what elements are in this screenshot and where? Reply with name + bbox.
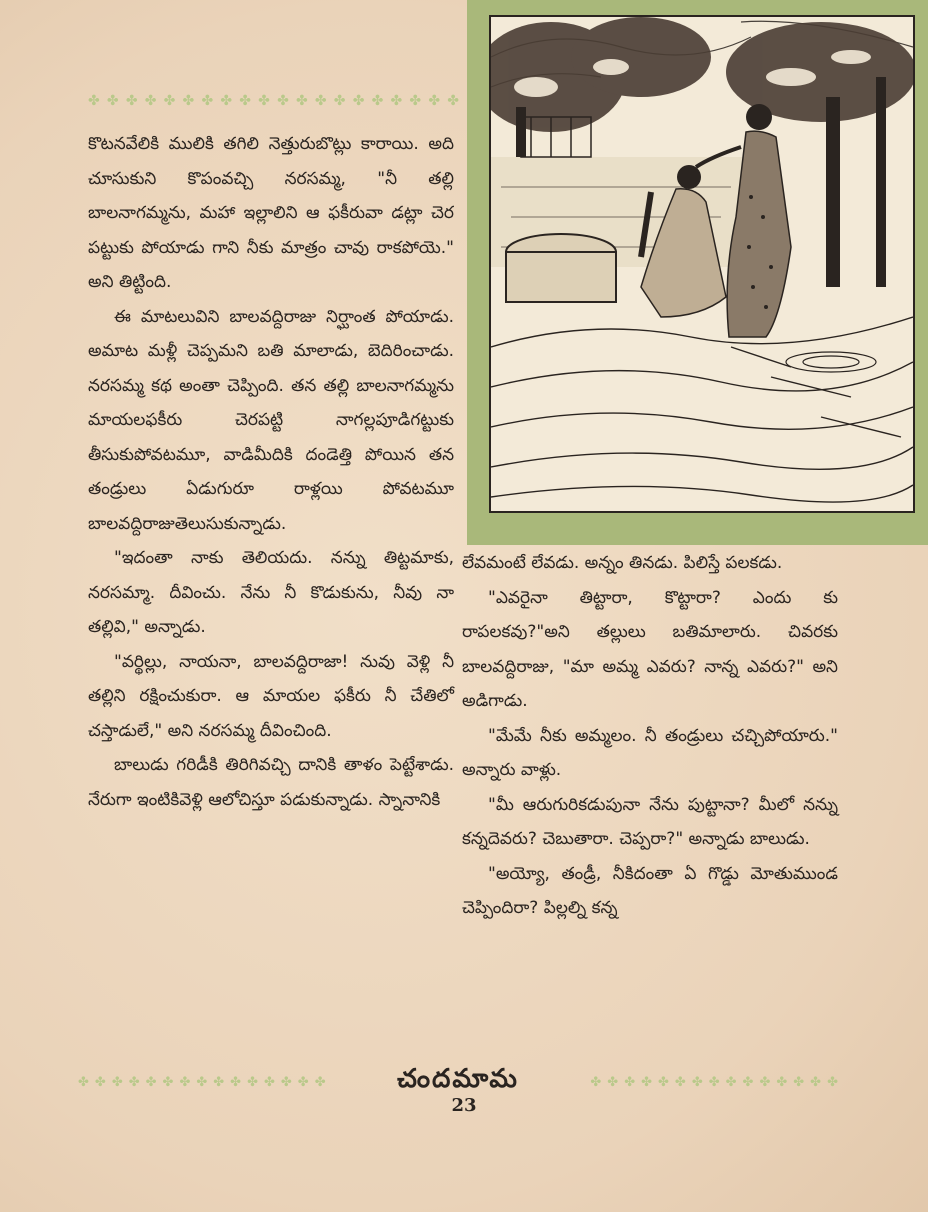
- paragraph: "మేమే నీకు అమ్మలం. నీ తండ్రులు చచ్చిపోయారు." అన్నారు వాళ్లు.: [462, 725, 838, 780]
- ornament-glyph: ✤: [220, 93, 234, 109]
- ornament-glyph: ✤: [297, 1074, 309, 1090]
- ornament-glyph: ✤: [742, 1074, 754, 1090]
- page-number: 23: [451, 1095, 477, 1116]
- ornament-glyph: ✤: [314, 1074, 326, 1090]
- ornament-glyph: ✤: [428, 93, 442, 109]
- footer-ornament-left: [78, 1075, 348, 1090]
- top-ornament-border: [88, 93, 460, 109]
- ornament-glyph: ✤: [810, 1074, 822, 1090]
- ornament-glyph: ✤: [827, 1074, 838, 1090]
- ornament-glyph: ✤: [78, 1074, 89, 1090]
- ornament-glyph: ✤: [258, 93, 271, 109]
- ornament-glyph: ✤: [793, 1074, 805, 1090]
- ornament-glyph: ✤: [658, 1074, 669, 1090]
- ornament-glyph: ✤: [125, 93, 139, 109]
- ornament-glyph: ✤: [201, 93, 215, 109]
- ornament-glyph: ✤: [314, 93, 328, 109]
- paragraph: "ఇదంతా నాకు తెలియదు. నన్ను తిట్టమాకు, నరసమ్మా. దీవించు. నేను నీ కొడుకును, నీవు నా తల్లివి," అన్నాడు.: [88, 548, 454, 637]
- ornament-glyph: ✤: [163, 93, 177, 109]
- ornament-glyph: ✤: [247, 1074, 258, 1090]
- ornament-glyph: ✤: [708, 1074, 720, 1090]
- ornament-glyph: ✤: [128, 1074, 140, 1090]
- ornament-glyph: ✤: [624, 1074, 636, 1090]
- ornament-glyph: ✤: [390, 93, 404, 109]
- paragraph: "అయ్యో, తండ్రీ, నీకిదంతా ఏ గొడ్డు మోతుముండ చెప్పిందిరా? పిల్లల్ని కన్న: [462, 863, 838, 918]
- ornament-glyph: ✤: [196, 1074, 208, 1090]
- magazine-masthead: చందమామ: [397, 1064, 519, 1094]
- ornament-glyph: ✤: [409, 93, 423, 109]
- paragraph: కొటనవేలికి ములికి తగిలి నెత్తురుబొట్లు కారాయి. అది చూసుకుని కొపంవచ్చి నరసమ్మ, "నీ తల్లి బాలనాగమ్మను, మహా ఇల్లాలిని ఆ ఫకీరువా డట్లా చెర పట్టుకు పోయాడు గాని నీకు మాత్రం చావు రాకపోయె." అని తిట్టింది.: [88, 134, 454, 292]
- paragraph: "ఎవరైనా తిట్టారా, కొట్టారా? ఎందు కు రాపలకవు?"అని తల్లులు బతిమాలారు. చివరకు బాలవద్దిరాజు, "మా అమ్మ ఎవరు? నాన్న ఎవరు?" అని అడిగాడు.: [462, 587, 838, 711]
- ornament-glyph: ✤: [213, 1074, 225, 1090]
- paragraph: "వర్థిల్లు, నాయనా, బాలవద్దిరాజా! నువు వెళ్లి నీ తల్లిని రక్షించుకురా. ఆ మాయల ఫకీరు నీ చేతిలో చస్తాడులే," అని నరసమ్మ దీవించింది.: [88, 651, 454, 741]
- ornament-glyph: ✤: [691, 1074, 703, 1090]
- footer-ornament-border: [78, 1064, 838, 1094]
- ornament-glyph: ✤: [352, 93, 366, 109]
- ornament-glyph: ✤: [674, 1074, 686, 1090]
- paragraph: ఈ మాటలువిని బాలవద్దిరాజు నిర్ఘాంత పోయాడు. అమాట మళ్లీ చెప్పమని బతి మాలాడు, బెదిరించాడు. నరసమ్మ కథ అంతా చెప్పింది. తన తల్లి బాలనాగమ్మను మాయలఫకీరు చెరపట్టి నాగల్లపూడిగట్టుకు తీసుకుపోవటమూ, వాడిమీదికి దండెత్తి పోయిన తన తండ్రులు ఏడుగురూ రాళ్లయి పోవటమూ బాలవద్దిరాజుతెలుసుకున్నాడు.: [88, 306, 454, 534]
- ornament-glyph: ✤: [759, 1074, 771, 1090]
- ornament-glyph: ✤: [607, 1074, 619, 1090]
- ornament-glyph: ✤: [106, 93, 120, 109]
- ornament-glyph: ✤: [590, 1074, 602, 1090]
- right-text-column: [462, 546, 838, 926]
- footer-ornament-right: [568, 1075, 838, 1090]
- ornament-glyph: ✤: [144, 93, 158, 109]
- ornament-glyph: ✤: [162, 1074, 174, 1090]
- ornament-glyph: ✤: [295, 93, 309, 109]
- ornament-glyph: ✤: [776, 1074, 788, 1090]
- ornament-glyph: ✤: [641, 1074, 653, 1090]
- illustration: [489, 15, 915, 513]
- paragraph: "మీ ఆరుగురికడుపునా నేను పుట్టానా? మీలో నన్ను కన్నదెవరు? చెబుతారా. చెప్పరా?" అన్నాడు బాలుడు.: [462, 794, 838, 849]
- ornament-glyph: ✤: [447, 93, 460, 109]
- ornament-glyph: ✤: [371, 93, 385, 109]
- ornament-glyph: ✤: [182, 93, 196, 109]
- ornament-glyph: ✤: [111, 1074, 123, 1090]
- ornament-glyph: ✤: [145, 1074, 157, 1090]
- paragraph: లేవమంటే లేవడు. అన్నం తినడు. పిలిస్తే పలకడు.: [462, 553, 783, 573]
- ornament-glyph: ✤: [230, 1074, 242, 1090]
- ornament-glyph: ✤: [280, 1074, 292, 1090]
- ornament-glyph: ✤: [88, 93, 101, 109]
- ornament-glyph: ✤: [333, 93, 347, 109]
- ornament-glyph: ✤: [179, 1074, 191, 1090]
- paragraph: బాలుడు గరిడీకి తిరిగివచ్చి దానికి తాళం పెట్టేశాడు. నేరుగా ఇంటికివెళ్లి ఆలోచిస్తూ పడుకున్నాడు. స్నానానికి: [88, 755, 454, 810]
- left-text-column: [88, 127, 454, 817]
- ornament-glyph: ✤: [239, 93, 252, 109]
- ornament-glyph: ✤: [277, 93, 290, 109]
- ornament-glyph: ✤: [263, 1074, 275, 1090]
- ornament-glyph: ✤: [725, 1074, 737, 1090]
- ornament-glyph: ✤: [94, 1074, 106, 1090]
